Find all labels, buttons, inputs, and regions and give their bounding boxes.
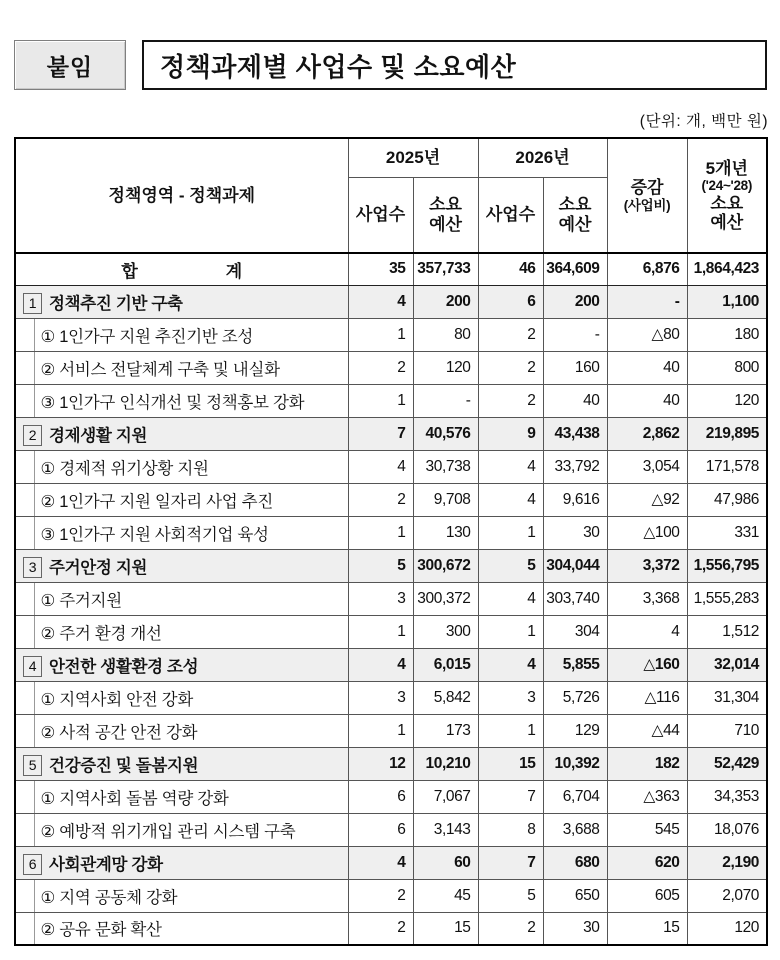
proj-2026-cell: 5 [478,549,543,582]
section-number-box: 5 [23,755,42,776]
unit-note: (단위: 개, 백만 원) [639,113,768,130]
section-number-box: 1 [23,293,42,314]
header-change-line2: (사업비) [623,197,671,213]
change-cell: 545 [607,813,687,846]
budget-table [14,137,768,946]
header-fiveyear-line4: 예산 [710,213,744,232]
budget-2026-cell: 43,438 [543,417,607,450]
change-cell: 2,862 [607,417,687,450]
fiveyear-cell: 2,190 [687,846,767,879]
change-cell: △116 [607,681,687,714]
budget-2026-cell: 40 [543,384,607,417]
section-label-cell [15,747,348,780]
sub-row [15,483,767,516]
fiveyear-cell: 219,895 [687,417,767,450]
proj-2026-cell: 2 [478,318,543,351]
change-cell: △100 [607,516,687,549]
sub-label-cell: ③ 1인가구 지원 사회적기업 육성 [34,516,348,549]
section-row [15,747,767,780]
sub-row [15,912,767,945]
fiveyear-cell: 2,070 [687,879,767,912]
proj-2026-cell: 2 [478,912,543,945]
proj-2026-cell: 2 [478,384,543,417]
section-row [15,846,767,879]
budget-2025-cell: 120 [413,351,478,384]
fiveyear-cell: 32,014 [687,648,767,681]
header-2025-projects: 사업수 [348,177,413,253]
header-year-2026: 2026년 [478,138,607,177]
sub-label-cell: ② 예방적 위기개입 관리 시스템 구축 [34,813,348,846]
budget-2025-cell: 60 [413,846,478,879]
header-change-line1: 증감 [630,177,664,197]
indent-cell [15,582,34,615]
proj-2026-cell: 2 [478,351,543,384]
change-cell: △160 [607,648,687,681]
indent-cell [15,351,34,384]
budget-2026-cell: 5,726 [543,681,607,714]
budget-2025-cell: 45 [413,879,478,912]
proj-2025-cell: 1 [348,516,413,549]
header-2025-budget-line1: 소요 [429,194,462,214]
budget-2026-cell: - [543,318,607,351]
header-fiveyear [687,138,767,253]
attachment-tag-label: 붙임 [46,53,94,80]
section-row [15,285,767,318]
sub-label-cell: ② 1인가구 지원 일자리 사업 추진 [34,483,348,516]
budget-2026-cell: 200 [543,285,607,318]
budget-2026-cell: 33,792 [543,450,607,483]
budget-2025-cell: 200 [413,285,478,318]
proj-2025-cell: 1 [348,384,413,417]
total-row [15,253,767,285]
section-label-text: 정책추진 기반 구축 [49,294,183,313]
budget-2025-cell: 9,708 [413,483,478,516]
fiveyear-cell: 331 [687,516,767,549]
change-cell: 40 [607,351,687,384]
proj-2025-cell: 4 [348,648,413,681]
budget-2026-cell: 129 [543,714,607,747]
change-cell: 40 [607,384,687,417]
budget-2025-cell: 173 [413,714,478,747]
section-label-cell [15,846,348,879]
total-2026-budget: 364,609 [543,253,607,285]
total-label-a: 합 [121,261,138,281]
proj-2025-cell: 1 [348,615,413,648]
budget-2026-cell: 304,044 [543,549,607,582]
budget-2026-cell: 303,740 [543,582,607,615]
proj-2025-cell: 12 [348,747,413,780]
fiveyear-cell: 1,100 [687,285,767,318]
fiveyear-cell: 34,353 [687,780,767,813]
total-label-b: 계 [225,261,243,281]
total-2026-projects: 46 [478,253,543,285]
budget-2025-cell: 15 [413,912,478,945]
sub-label-cell: ② 사적 공간 안전 강화 [34,714,348,747]
fiveyear-cell: 180 [687,318,767,351]
change-cell: 3,054 [607,450,687,483]
sub-row [15,384,767,417]
header-2026-budget-line1: 소요 [558,194,592,214]
section-label-text: 경제생활 지원 [49,426,148,445]
proj-2026-cell: 4 [478,450,543,483]
change-cell: △44 [607,714,687,747]
header-2025-budget [413,177,478,253]
sub-row [15,516,767,549]
change-cell: 4 [607,615,687,648]
budget-2025-cell: 6,015 [413,648,478,681]
change-cell: △363 [607,780,687,813]
fiveyear-cell: 47,986 [687,483,767,516]
section-number-box: 4 [23,656,42,677]
budget-2026-cell: 680 [543,846,607,879]
fiveyear-cell: 120 [687,912,767,945]
proj-2025-cell: 1 [348,318,413,351]
total-2025-budget: 357,733 [413,253,478,285]
change-cell: 3,372 [607,549,687,582]
total-label-cell [15,253,348,285]
sub-row [15,615,767,648]
header-fiveyear-line2: ('24~'28) [701,178,753,193]
indent-cell [15,714,34,747]
indent-cell [15,813,34,846]
budget-2025-cell: 300,372 [413,582,478,615]
indent-cell [15,516,34,549]
proj-2025-cell: 1 [348,714,413,747]
proj-2025-cell: 6 [348,780,413,813]
sub-row [15,780,767,813]
proj-2026-cell: 1 [478,615,543,648]
sub-label-cell: ③ 1인가구 인식개선 및 정책홍보 강화 [34,384,348,417]
page-title: 정책과제별 사업수 및 소요예산 [160,51,517,82]
proj-2026-cell: 9 [478,417,543,450]
proj-2025-cell: 6 [348,813,413,846]
fiveyear-cell: 171,578 [687,450,767,483]
header-2026-projects: 사업수 [478,177,543,253]
proj-2025-cell: 2 [348,483,413,516]
budget-2025-cell: 300 [413,615,478,648]
fiveyear-cell: 1,555,283 [687,582,767,615]
budget-2025-cell: 7,067 [413,780,478,813]
fiveyear-cell: 120 [687,384,767,417]
budget-2025-cell: 5,842 [413,681,478,714]
budget-2025-cell: - [413,384,478,417]
section-row [15,417,767,450]
fiveyear-cell: 800 [687,351,767,384]
budget-2026-cell: 9,616 [543,483,607,516]
budget-2026-cell: 650 [543,879,607,912]
proj-2025-cell: 2 [348,879,413,912]
proj-2026-cell: 5 [478,879,543,912]
proj-2026-cell: 15 [478,747,543,780]
total-fiveyear: 1,864,423 [687,253,767,285]
section-label-text: 주거안정 지원 [49,558,148,577]
proj-2025-cell: 3 [348,681,413,714]
fiveyear-cell: 52,429 [687,747,767,780]
sub-row [15,351,767,384]
proj-2025-cell: 2 [348,912,413,945]
header-change [607,138,687,253]
header-year-2025: 2025년 [348,138,478,177]
section-row [15,549,767,582]
proj-2025-cell: 4 [348,846,413,879]
section-label-text: 건강증진 및 돌봄지원 [49,756,199,775]
proj-2025-cell: 7 [348,417,413,450]
sub-row [15,714,767,747]
section-label-cell [15,648,348,681]
budget-2025-cell: 3,143 [413,813,478,846]
indent-cell [15,450,34,483]
indent-cell [15,615,34,648]
change-cell: 15 [607,912,687,945]
indent-cell [15,879,34,912]
fiveyear-cell: 1,556,795 [687,549,767,582]
change-cell: 182 [607,747,687,780]
budget-2026-cell: 160 [543,351,607,384]
indent-cell [15,780,34,813]
sub-row [15,318,767,351]
change-cell: 3,368 [607,582,687,615]
total-change: 6,876 [607,253,687,285]
budget-2026-cell: 10,392 [543,747,607,780]
section-number-box: 3 [23,557,42,578]
proj-2026-cell: 8 [478,813,543,846]
proj-2025-cell: 5 [348,549,413,582]
proj-2026-cell: 6 [478,285,543,318]
proj-2026-cell: 4 [478,483,543,516]
sub-row [15,813,767,846]
proj-2026-cell: 1 [478,714,543,747]
proj-2026-cell: 7 [478,846,543,879]
section-label-cell [15,417,348,450]
section-number-box: 2 [23,425,42,446]
sub-label-cell: ① 1인가구 지원 추진기반 조성 [34,318,348,351]
section-label-cell [15,285,348,318]
budget-2025-cell: 10,210 [413,747,478,780]
sub-label-cell: ② 주거 환경 개선 [34,615,348,648]
header-fiveyear-line3: 소요 [710,194,744,213]
proj-2025-cell: 4 [348,450,413,483]
sub-label-cell: ① 지역사회 안전 강화 [34,681,348,714]
header-2025-budget-line2: 예산 [429,214,462,234]
sub-row [15,450,767,483]
sub-label-cell: ① 지역사회 돌봄 역량 강화 [34,780,348,813]
budget-2025-cell: 40,576 [413,417,478,450]
section-label-cell [15,549,348,582]
budget-2025-cell: 300,672 [413,549,478,582]
change-cell: 620 [607,846,687,879]
indent-cell [15,912,34,945]
budget-2026-cell: 6,704 [543,780,607,813]
proj-2025-cell: 2 [348,351,413,384]
change-cell: - [607,285,687,318]
fiveyear-cell: 18,076 [687,813,767,846]
budget-2026-cell: 30 [543,912,607,945]
page-title-box [142,40,767,90]
attachment-tag-box [14,40,126,90]
header-fiveyear-line1: 5개년 [705,159,748,178]
sub-row [15,681,767,714]
sub-label-cell: ② 공유 문화 확산 [34,912,348,945]
header-policy-area: 정책영역 - 정책과제 [15,138,348,253]
sub-label-cell: ① 지역 공동체 강화 [34,879,348,912]
header-2026-budget [543,177,607,253]
indent-cell [15,483,34,516]
change-cell: 605 [607,879,687,912]
section-label-text: 안전한 생활환경 조성 [49,657,199,676]
indent-cell [15,318,34,351]
change-cell: △92 [607,483,687,516]
proj-2026-cell: 1 [478,516,543,549]
budget-2026-cell: 304 [543,615,607,648]
header-2026-budget-line2: 예산 [558,214,592,234]
proj-2026-cell: 3 [478,681,543,714]
budget-2026-cell: 5,855 [543,648,607,681]
budget-2025-cell: 130 [413,516,478,549]
sub-label-cell: ① 주거지원 [34,582,348,615]
proj-2026-cell: 4 [478,582,543,615]
proj-2026-cell: 4 [478,648,543,681]
proj-2026-cell: 7 [478,780,543,813]
total-2025-projects: 35 [348,253,413,285]
budget-2025-cell: 30,738 [413,450,478,483]
section-label-text: 사회관계망 강화 [49,855,163,874]
budget-2026-cell: 3,688 [543,813,607,846]
indent-cell [15,384,34,417]
section-row [15,648,767,681]
budget-2025-cell: 80 [413,318,478,351]
proj-2025-cell: 3 [348,582,413,615]
indent-cell [15,681,34,714]
proj-2025-cell: 4 [348,285,413,318]
fiveyear-cell: 710 [687,714,767,747]
fiveyear-cell: 1,512 [687,615,767,648]
budget-2026-cell: 30 [543,516,607,549]
fiveyear-cell: 31,304 [687,681,767,714]
change-cell: △80 [607,318,687,351]
sub-label-cell: ① 경제적 위기상황 지원 [34,450,348,483]
sub-label-cell: ② 서비스 전달체계 구축 및 내실화 [34,351,348,384]
section-number-box: 6 [23,854,42,875]
sub-row [15,582,767,615]
sub-row [15,879,767,912]
